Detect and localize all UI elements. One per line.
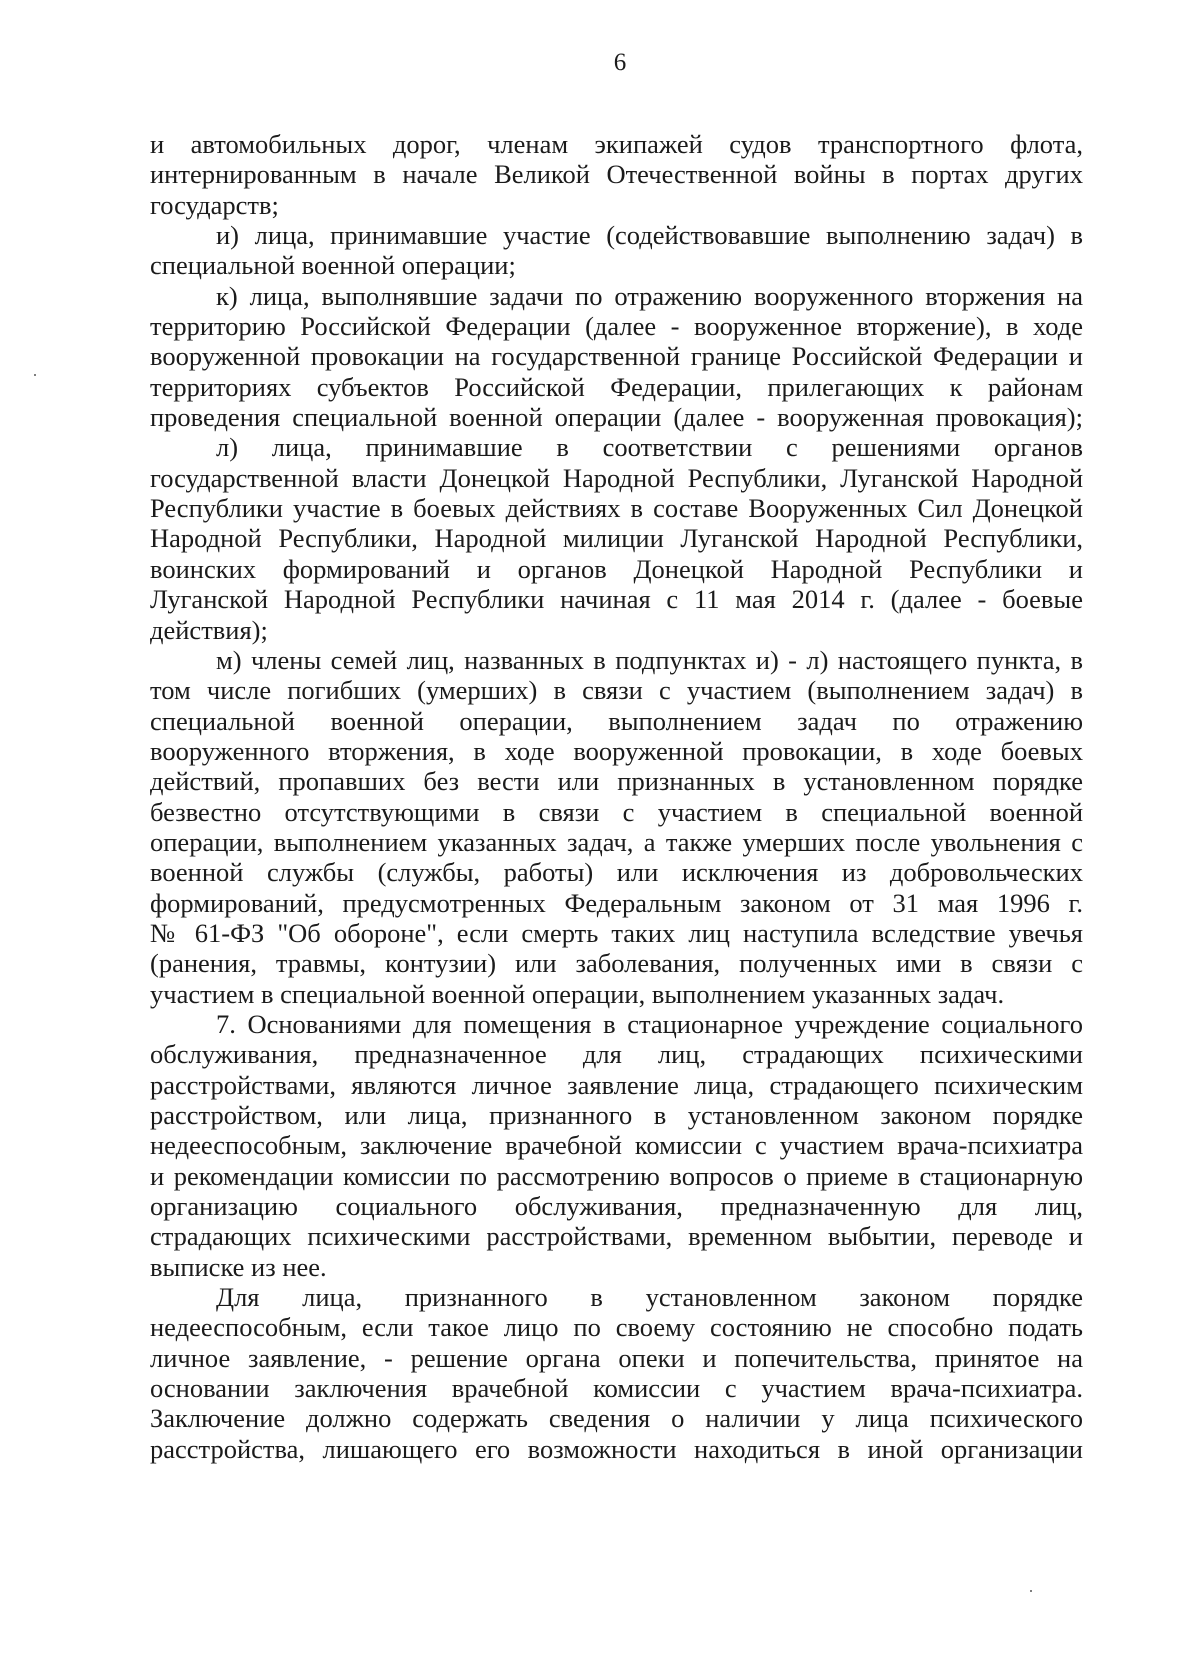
text-line: недееспособным, если такое лицо по своему состоянию не способно подать — [150, 1312, 1083, 1343]
text-line: организацию социального обслуживания, предназначенную для лиц, — [150, 1191, 1083, 1222]
text-line: и автомобильных дорог, членам экипажей судов транспортного флота, — [150, 129, 1083, 159]
text-line: Народной Республики, Народной милиции Луганской Народной Республики, — [150, 523, 1083, 554]
text-line: том числе погибших (умерших) в связи с участием (выполнением задач) в — [150, 675, 1083, 706]
text-line: и) лица, принимавшие участие (содействовавшие выполнению задач) в — [216, 220, 1083, 251]
text-line: Луганской Народной Республики начиная с 11 мая 2014 г. (далее - боевые — [150, 584, 1083, 615]
scan-speck — [34, 374, 36, 376]
text-line: участием в специальной военной операции, выполнением указанных задач. — [150, 978, 1005, 1009]
scan-speck — [1030, 1590, 1032, 1592]
text-line: специальной военной операции; — [150, 250, 516, 281]
text-line: обслуживания, предназначенное для лиц, страдающих психическими — [150, 1039, 1083, 1070]
text-line: проведения специальной военной операции (далее - вооруженная провокация); — [150, 402, 1083, 433]
text-line: Республики участие в боевых действиях в составе Вооруженных Сил Донецкой — [150, 493, 1083, 524]
text-line: выписке из нее. — [150, 1251, 327, 1282]
text-line: специальной военной операции, выполнением задач по отражению — [150, 705, 1083, 736]
text-line: 7. Основаниями для помещения в стационарное учреждение социального — [216, 1008, 1083, 1039]
text-line: территорию Российской Федерации (далее - вооруженное вторжение), в ходе — [150, 311, 1083, 342]
text-line: Для лица, признанного в установленном законом порядке — [216, 1282, 1083, 1313]
text-line: страдающих психическими расстройствами, временном выбытии, переводе и — [150, 1221, 1083, 1252]
text-line: операции, выполнением указанных задач, а также умерших после увольнения с — [150, 826, 1083, 857]
text-line: вооруженной провокации на государственной границе Российской Федерации и — [150, 341, 1083, 372]
text-line: воинских формирований и органов Донецкой Народной Республики и — [150, 553, 1083, 584]
text-line: м) члены семей лиц, названных в подпунктах и) - л) настоящего пункта, в — [216, 644, 1083, 675]
text-line: интернированным в начале Великой Отечественной войны в портах других — [150, 159, 1083, 190]
text-line: территориях субъектов Российской Федерации, прилегающих к районам — [150, 371, 1083, 402]
text-line: безвестно отсутствующими в связи с участием в специальной военной — [150, 796, 1083, 827]
text-line: государств; — [150, 189, 279, 220]
text-line: личное заявление, - решение органа опеки и попечительства, принятое на — [150, 1342, 1083, 1373]
text-line: недееспособным, заключение врачебной комиссии с участием врача-психиатра — [150, 1130, 1083, 1161]
text-line: расстройством, или лица, признанного в установленном законом порядке — [150, 1100, 1083, 1130]
text-line: Заключение должно содержать сведения о наличии у лица психического — [150, 1403, 1083, 1434]
text-line: государственной власти Донецкой Народной Республики, Луганской Народной — [150, 462, 1083, 493]
text-line: основании заключения врачебной комиссии с участием врача-психиатра. — [150, 1373, 1083, 1404]
text-line: (ранения, травмы, контузии) или заболевания, полученных ими в связи с — [150, 948, 1083, 979]
text-line: и рекомендации комиссии по рассмотрению вопросов о приеме в стационарную — [150, 1160, 1083, 1191]
text-line: военной службы (службы, работы) или исключения из добровольческих — [150, 857, 1083, 888]
text-line: л) лица, принимавшие в соответствии с решениями органов — [216, 432, 1083, 463]
text-line: действий, пропавших без вести или признанных в установленном порядке — [150, 766, 1083, 797]
document-body — [150, 129, 1083, 1464]
text-line: расстройствами, являются личное заявление лица, страдающего психическим — [150, 1069, 1083, 1100]
text-line: вооруженного вторжения, в ходе вооруженной провокации, в ходе боевых — [150, 735, 1083, 766]
text-line: к) лица, выполнявшие задачи по отражению вооруженного вторжения на — [216, 280, 1083, 311]
text-line: формирований, предусмотренных Федеральным законом от 31 мая 1996 г. — [150, 887, 1083, 918]
page-number: 6 — [613, 49, 627, 76]
text-line: № 61-ФЗ "Об обороне", если смерть таких лиц наступила вследствие увечья — [150, 917, 1083, 948]
text-line: действия); — [150, 614, 268, 645]
text-line: расстройства, лишающего его возможности находиться в иной организации — [150, 1433, 1083, 1464]
